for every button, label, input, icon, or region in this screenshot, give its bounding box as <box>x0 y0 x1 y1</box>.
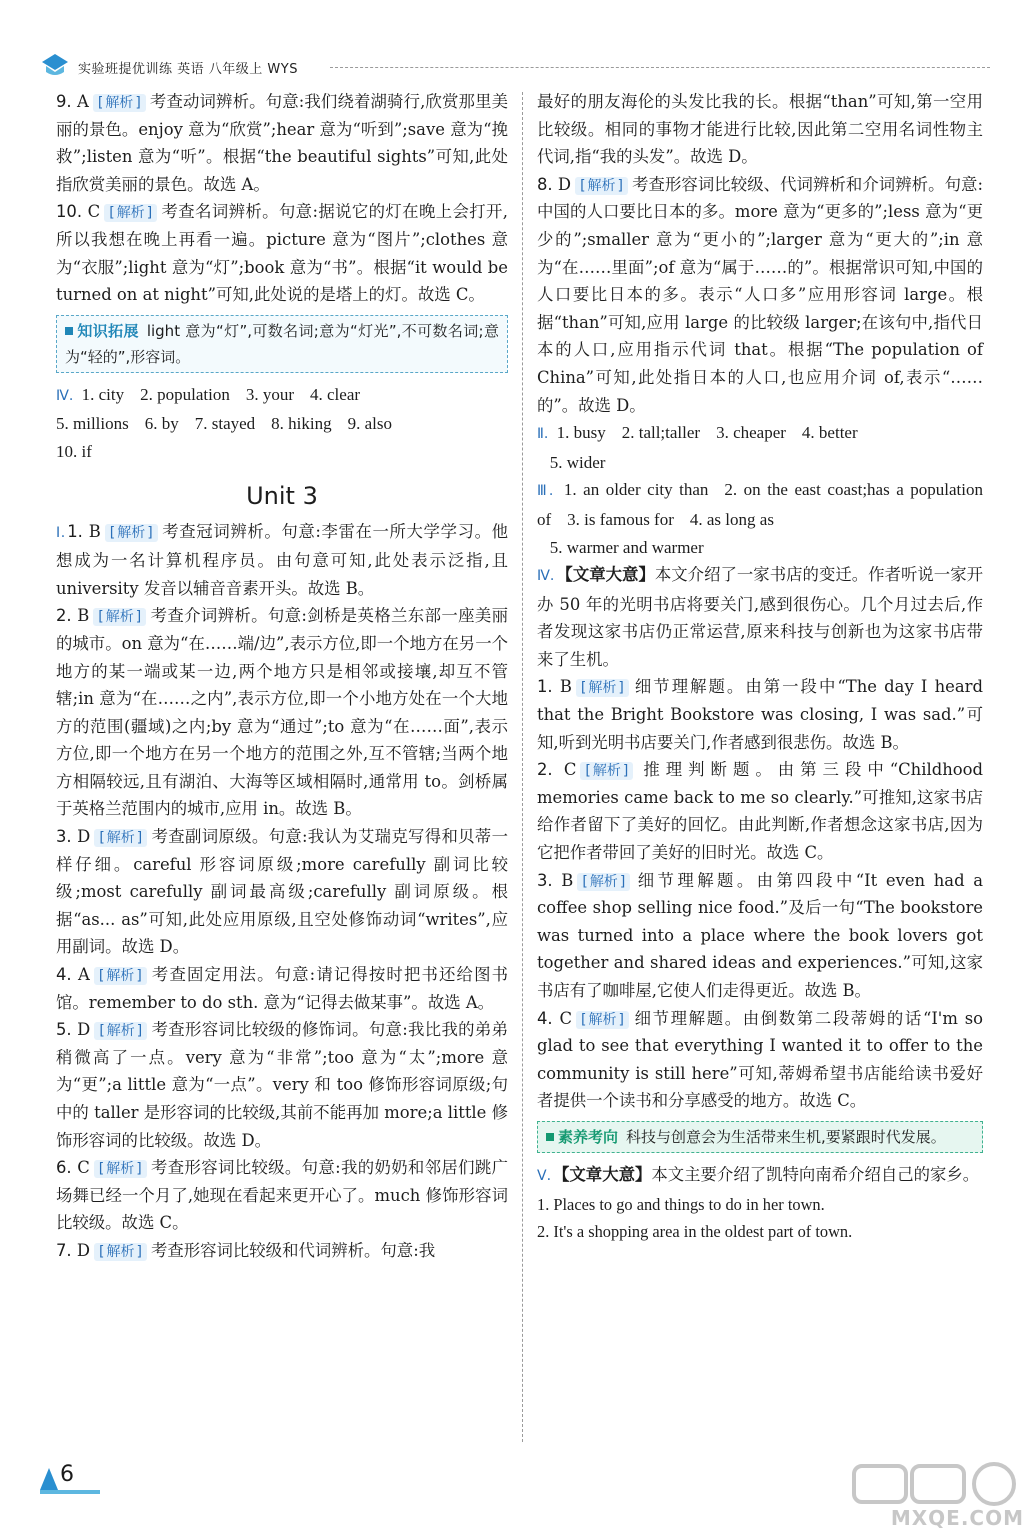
footer-bar <box>40 1490 100 1494</box>
item-number: 4. <box>56 965 72 985</box>
explanation-text: 考查形容词比较级的修饰词。句意:我比我的弟弟稍微高了一点。very 意为“非常”;too 意为“太”;more 意为“更”;a little 意为“一点”。very 和 too 修饰形容词原级;句中的 taller 是形容词的比较级,其前不能再加 more;a little 修饰形容词的比较级。故选 D。 <box>56 1020 508 1150</box>
book-logo-icon <box>40 52 70 78</box>
answer-letter: B <box>561 870 574 890</box>
analysis-tag: [ 解析 ] <box>575 177 628 195</box>
answer: 4. as long as <box>689 509 774 529</box>
analysis-tag: [ 解析 ] <box>94 1022 147 1040</box>
answer: 1. an older city than <box>563 480 709 500</box>
section-label: Ⅲ. <box>537 483 554 500</box>
answer: 4. better <box>801 423 858 443</box>
answer: 1. busy <box>556 423 606 443</box>
watermark-logo <box>848 1460 1028 1532</box>
analysis-tag: [ 解析 ] <box>93 94 146 112</box>
answer: 5. millions <box>56 414 129 434</box>
summary-tag: 【文章大意】 <box>556 565 655 585</box>
reading-item-3 <box>537 867 983 1005</box>
answer-letter: B <box>559 677 572 697</box>
right-column <box>537 88 983 1246</box>
unit3-item-2 <box>56 602 508 823</box>
reading-item-1 <box>537 673 983 756</box>
item-number: 6. <box>56 1158 72 1178</box>
box-text: 科技与创意会为生活带来生机,要紧跟时代发展。 <box>626 1127 946 1146</box>
item-number: 5. <box>56 1020 72 1040</box>
explanation-text: 考查冠词辨析。句意:李雷在一所大学学习。他想成为一名计算机程序员。由句意可知,此处表示泛指,且 university 发音以辅音音素开头。故选 B。 <box>56 521 508 598</box>
arrow-marker-icon <box>40 1468 58 1490</box>
item-number: 1. <box>537 677 553 697</box>
writing-answer-1: 1. Places to go and things to do in her town. <box>537 1194 825 1214</box>
page-number: 6 <box>60 1462 74 1487</box>
explanation-text: 考查介词辨析。句意:剑桥是英格兰东部一座美丽的城市。on 意为“在……端/边”,表示方位,即一个地方在另一个地方的某一端或某一边,两个地方只是相邻或接壤,却互不管辖;in 意为“在……之内”,表示方位,即一个小地方处在一个大地方的范围(疆域)之内;by 意为“通过”;to 意为“在……面”,表示方位,即一个地方在另一个地方的范围之外,互不管辖;当两个地方相隔较远,且有湖泊、大海等区域相隔时,通常用 to。剑桥属于英格兰范围内的城市,应用 in。故选 B。 <box>56 606 508 819</box>
reading-item-4 <box>537 1005 983 1115</box>
answer: 9. also <box>347 414 393 434</box>
answer-letter: C <box>559 1008 573 1028</box>
knowledge-extension-box <box>56 315 508 373</box>
analysis-tag: [ 解析 ] <box>104 204 157 222</box>
item-number: 9. <box>56 92 72 111</box>
answer-stamp-icon <box>848 1460 1028 1508</box>
section-label: Ⅴ. <box>537 1167 552 1184</box>
section-5-summary <box>537 1161 983 1191</box>
explanation-text: 细节理解题。由倒数第二段蒂姆的话“I'm so glad to see that everything I wanted it to offer to the community is still here”可知,蒂姆希望书店能给读书爱好者提供一个读书和分享感受的地方。故选 C。 <box>537 1008 983 1111</box>
explanation-text: 细节理解题。由第一段中“The day I heard that the Bright Bookstore was closing, I was sad.”可知,听到光明书店要关门,作者感到很悲伤。故选 B。 <box>537 677 983 752</box>
analysis-tag: [ 解析 ] <box>577 873 630 891</box>
answer-letter: C <box>77 1158 90 1178</box>
analysis-tag: [ 解析 ] <box>93 608 146 626</box>
analysis-tag: [ 解析 ] <box>105 524 158 542</box>
answer: 2. population <box>140 384 230 404</box>
section-label: Ⅳ. <box>56 387 74 404</box>
writing-answer-2: 2. It's a shopping area in the oldest part of town. <box>537 1222 853 1242</box>
explanation-text: 考查固定用法。句意:请记得按时把书还给图书馆。remember to do sth. 意为“记得去做某事”。故选 A。 <box>56 965 508 1012</box>
unit3-item-1 <box>56 518 508 603</box>
page-footer <box>40 1460 100 1500</box>
analysis-tag: [ 解析 ] <box>576 1011 629 1029</box>
box-text: light 意为“灯”,可数名词;意为“灯光”,不可数名词;意为“轻的”,形容词。 <box>65 321 499 366</box>
item-number: 10. <box>56 202 83 222</box>
answer-letter: B <box>88 521 101 541</box>
answer: 3. cheaper <box>716 423 786 443</box>
box-label: 知识拓展 <box>77 321 139 340</box>
explanation-text: 推理判断题。由第三段中“Childhood memories came back to me so clearly.”可推知,这家书店给作者留下了美好的回忆。由此判断,作者想念这家书店,因为它把作者带回了美好的旧时光。故选 C。 <box>537 760 983 863</box>
item-number: 1. <box>67 521 83 541</box>
section-3-answers <box>537 476 983 561</box>
explanation-text: 考查动词辨析。句意:我们绕着湖骑行,欣赏那里美丽的景色。enjoy 意为“欣赏”;hear 意为“听到”;save 意为“挽救”;listen 意为“听”。根据“the beautiful sights”可知,此处指欣赏美丽的景色。故选 A。 <box>56 92 508 194</box>
item-number: 2. <box>537 760 553 780</box>
analysis-tag: [ 解析 ] <box>94 1243 147 1261</box>
answer-letter: B <box>77 606 90 626</box>
analysis-tag: [ 解析 ] <box>94 967 147 985</box>
answer-item-9 <box>56 88 508 198</box>
literacy-direction-box <box>537 1121 983 1153</box>
explanation-text: 细节理解题。由第四段中“It even had a coffee shop selling nice food.”及后一句“The bookstore was turned into a place where the book lovers got together and shared ideas and experiences.”可知,这家书店有了咖啡屋,它使人们走得更近。故选 B。 <box>537 870 983 1000</box>
explanation-text: 考查形容词比较级。句意:我的奶奶和邻居们跳广场舞已经一个月了,她现在看起来更开心了。much 修饰形容词比较级。故选 C。 <box>56 1158 508 1233</box>
square-bullet-icon <box>546 1133 554 1141</box>
summary-text: 本文主要介绍了凯特向南希介绍自己的家乡。 <box>651 1164 980 1184</box>
square-bullet-icon <box>65 327 73 335</box>
answer-letter: A <box>78 965 90 985</box>
watermark-text: MXQE.COM <box>890 1506 1024 1530</box>
section-label: Ⅳ. <box>537 568 555 585</box>
explanation-text: 考查副词原级。句意:我认为艾瑞克写得和贝蒂一样仔细。careful 形容词原级;more carefully 副词比较级;most carefully 副词最高级;carefully 副词原级。根据“as... as”可知,此处应用原级,且空处修饰动词“writes”,应用副词。故选 D。 <box>56 827 508 957</box>
answer: 3. is famous for <box>567 509 674 529</box>
reading-item-2 <box>537 756 983 866</box>
header-divider <box>330 67 990 68</box>
unit3-item-6 <box>56 1154 508 1237</box>
answer-letter: D <box>76 1240 91 1260</box>
answer-letter: D <box>77 1020 91 1040</box>
answer-letter: D <box>77 827 91 847</box>
answer-letter: D <box>557 174 572 194</box>
answer-letter: C <box>87 202 101 222</box>
answer: 5. wider <box>549 452 606 472</box>
box-label: 素养考向 <box>558 1127 619 1146</box>
explanation-text: 考查形容词比较级和代词辨析。句意:我 <box>150 1240 436 1260</box>
analysis-tag: [ 解析 ] <box>94 1160 147 1178</box>
unit3-item-7-continued: 最好的朋友海伦的头发比我的长。根据“than”可知,第一空用比较级。相同的事物才能进行比较,因此第二空用名词性物主代词,指“我的头发”。故选 D。 <box>537 92 983 167</box>
answer-item-10 <box>56 198 508 308</box>
section-label: Ⅱ. <box>537 426 549 443</box>
answer: 2. tall;taller <box>621 423 701 443</box>
answer: 4. clear <box>310 384 361 404</box>
analysis-tag: [ 解析 ] <box>576 679 629 697</box>
explanation-text: 考查名词辨析。句意:据说它的灯在晚上会打开,所以我想在晚上再看一遍。picture 意为“图片”;clothes 意为“衣服”;light 意为“灯”;book 意为“书”。根据“it would be turned on at night”可知,此处说的是塔上的灯。故选 C。 <box>56 202 508 305</box>
item-number: 8. <box>537 174 553 194</box>
unit3-item-8 <box>537 171 983 419</box>
answer: 3. your <box>245 384 295 404</box>
section-4-answers <box>56 381 508 466</box>
page-header <box>40 52 990 82</box>
unit3-item-7 <box>56 1237 508 1265</box>
section-label: Ⅰ. <box>56 524 66 541</box>
item-number: 2. <box>56 606 72 626</box>
explanation-text: 考查形容词比较级、代词辨析和介词辨析。句意:中国的人口要比日本的多。more 意为“更多的”;less 意为“更少的”;smaller 意为“更小的”;larger 意为“更大的”;in 意为“在……里面”;of 意为“属于……的”。根据常识可知,中国的人口要比日本的多。表示“人口多”应用形容词 large。根据“than”可知,应用 large 的比较级 larger;在该句中,指代日本的人口,应用指示代词 that。根据“The population of China”可知,此处指日本的人口,也应用介词 of,表示“……的”。故选 D。 <box>537 174 983 415</box>
answer: 1. city <box>81 384 125 404</box>
unit3-item-4 <box>56 961 508 1016</box>
answer: 10. if <box>56 441 92 461</box>
analysis-tag: [ 解析 ] <box>94 829 147 847</box>
answer: 6. by <box>144 414 179 434</box>
summary-text: 本文介绍了一家书店的变迁。作者听说一家开办 50 年的光明书店将要关门,感到很伤心。几个月过去后,作者发现这家书店仍正常运营,原来科技与创新也为这家书店带来了生机。 <box>537 565 984 669</box>
item-number: 7. <box>56 1240 72 1260</box>
header-title: 实验班提优训练 英语 八年级上 WYS <box>78 62 298 77</box>
item-number: 3. <box>537 870 553 890</box>
left-column <box>56 88 508 1265</box>
answer-letter: A <box>77 92 89 111</box>
answer: 5. warmer and warmer <box>549 537 704 557</box>
item-number: 4. <box>537 1008 553 1028</box>
item-number: 3. <box>56 827 72 847</box>
section-2-answers <box>537 419 983 476</box>
column-divider <box>522 92 523 1442</box>
answer: 8. hiking <box>271 414 332 434</box>
unit3-item-3 <box>56 823 508 961</box>
answer-letter: C <box>563 760 577 780</box>
unit3-item-5 <box>56 1016 508 1154</box>
unit-title: Unit 3 <box>246 481 318 510</box>
analysis-tag: [ 解析 ] <box>580 762 633 780</box>
section-4-summary <box>537 561 983 673</box>
summary-tag: 【文章大意】 <box>553 1164 652 1184</box>
answer: 2. on the east coast;has a population of <box>537 480 983 529</box>
answer: 7. stayed <box>194 414 256 434</box>
